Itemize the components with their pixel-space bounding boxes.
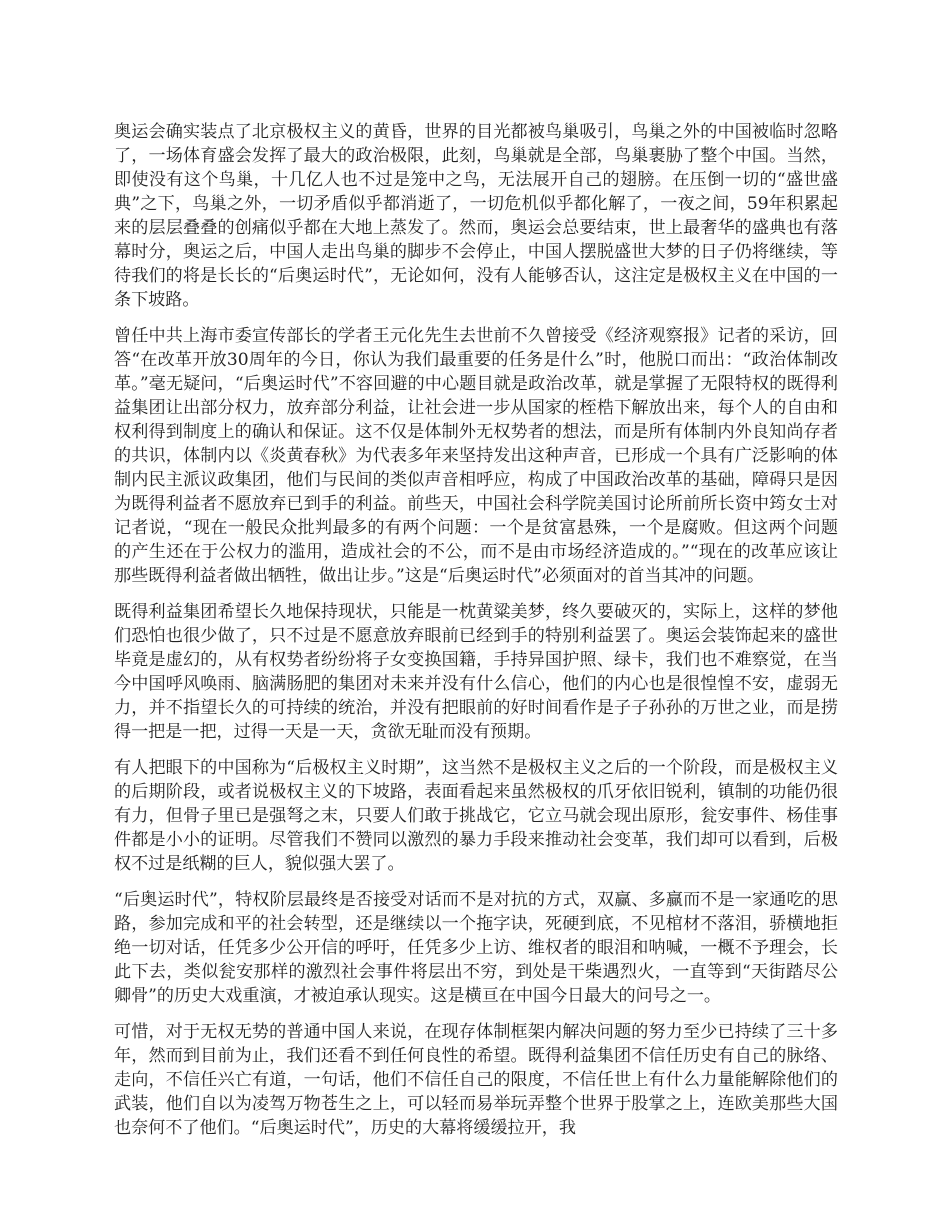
paragraph: 曾任中共上海市委宣传部长的学者王元化先生去世前不久曾接受《经济观察报》记者的采访，回答“在改革开放30周年的今日，你认为我们最重要的任务是什么”时，他脱口而出：“政治体制改革。”毫无疑问，“后奥运时代”不容回避的中心题目就是政治改革，就是掌握了无限特权的既得利益集团让出部分权力，放弃部分利益，让社会进一步从国家的桎梏下解放出来，每个人的自由和权利得到制度上的确认和保证。这不仅是体制外无权势者的想法，而是所有体制内外良知尚存者的共识，体制内以《炎黄春秋》为代表多年来坚持发出这种声音，已形成一个具有广泛影响的体制内民主派议政集团，他们与民间的类似声音相呼应，构成了中国政治改革的基础，障碍只是因为既得利益者不愿放弃已到手的利益。前些天，中国社会科学院美国讨论所前所长资中筠女士对记者说，“现在一般民众批判最多的有两个问题：一个是贫富悬殊，一个是腐败。但这两个问题的产生还在于公权力的滥用，造成社会的不公，而不是由市场经济造成的。”“现在的改革应该让那些既得利益者做出牺牲，做出让步。”这是“后奥运时代”必须面对的首当其冲的问题。	[114, 326, 838, 586]
paragraph: 有人把眼下的中国称为“后极权主义时期”，这当然不是极权主义之后的一个阶段，而是极权主义的后期阶段，或者说极权主义的下坡路，表面看起来虽然极权的爪牙依旧锐利，镇制的功能仍很有力，但骨子里已是强弩之末，只要人们敢于挑战它，它立马就会现出原形，瓮安事件、杨佳事件都是小小的证明。尽管我们不赞同以激烈的暴力手段来推动社会变革，我们却可以看到，后极权不过是纸糊的巨人，貌似强大罢了。	[114, 758, 838, 874]
paragraph: 既得利益集团希望长久地保持现状，只能是一枕黄粱美梦，终久要破灭的，实际上，这样的梦他们恐怕也很少做了，只不过是不愿意放弃眼前已经到手的特别利益罢了。奥运会装饰起来的盛世毕竟是虚幻的，从有权势者纷纷将子女变换国籍，手持异国护照、绿卡，我们也不难察觉，在当今中国呼风唤雨、脑满肠肥的集团对未来并没有什么信心，他们的内心也是很惶惶不安，虚弱无力，并不指望长久的可持续的统治，并没有把眼前的好时间看作是子子孙孙的万世之业，而是捞得一把是一把，过得一天是一天，贪欲无耻而没有预期。	[114, 602, 838, 742]
document-body	[114, 120, 838, 1152]
paragraph: “后奥运时代”，特权阶层最终是否接受对话而不是对抗的方式，双赢、多赢而不是一家通吃的思路，参加完成和平的社会转型，还是继续以一个拖字诀，死硬到底，不见棺材不落泪，骄横地拒绝一切对话，任凭多少公开信的呼吁，任凭多少上访、维权者的眼泪和呐喊，一概不予理会，长此下去，类似瓮安那样的激烈社会事件将层出不穷，到处是干柴遇烈火，一直等到“天街踏尽公卿骨”的历史大戏重演，才被迫承认现实。这是横亘在中国今日最大的问号之一。	[114, 890, 838, 1006]
paragraph: 奥运会确实装点了北京极权主义的黄昏，世界的目光都被鸟巢吸引，鸟巢之外的中国被临时忽略了，一场体育盛会发挥了最大的政治极限，此刻，鸟巢就是全部，鸟巢裹胁了整个中国。当然，即使没有这个鸟巢，十几亿人也不过是笼中之鸟，无法展开自己的翅膀。在压倒一切的“盛世盛典”之下，鸟巢之外，一切矛盾似乎都消逝了，一切危机似乎都化解了，一夜之间，59年积累起来的层层叠叠的创痛似乎都在大地上蒸发了。然而，奥运会总要结束，世上最奢华的盛典也有落幕时分，奥运之后，中国人走出鸟巢的脚步不会停止，中国人摆脱盛世大梦的日子仍将继续，等待我们的将是长长的“后奥运时代”，无论如何，没有人能够否认，这注定是极权主义在中国的一条下坡路。	[114, 122, 838, 310]
paragraph: 可惜，对于无权无势的普通中国人来说，在现存体制框架内解决问题的努力至少已持续了三十多年，然而到目前为止，我们还看不到任何良性的希望。既得利益集团不信任历史有自己的脉络、走向，不信任兴亡有道，一句话，他们不信任自己的限度，不信任世上有什么力量能解除他们的武装，他们自以为凌驾万物苍生之上，可以轻而易举玩弄整个世界于股掌之上，连欧美那些大国也奈何不了他们。“后奥运时代”，历史的大幕将缓缓拉开，我	[114, 1022, 838, 1138]
